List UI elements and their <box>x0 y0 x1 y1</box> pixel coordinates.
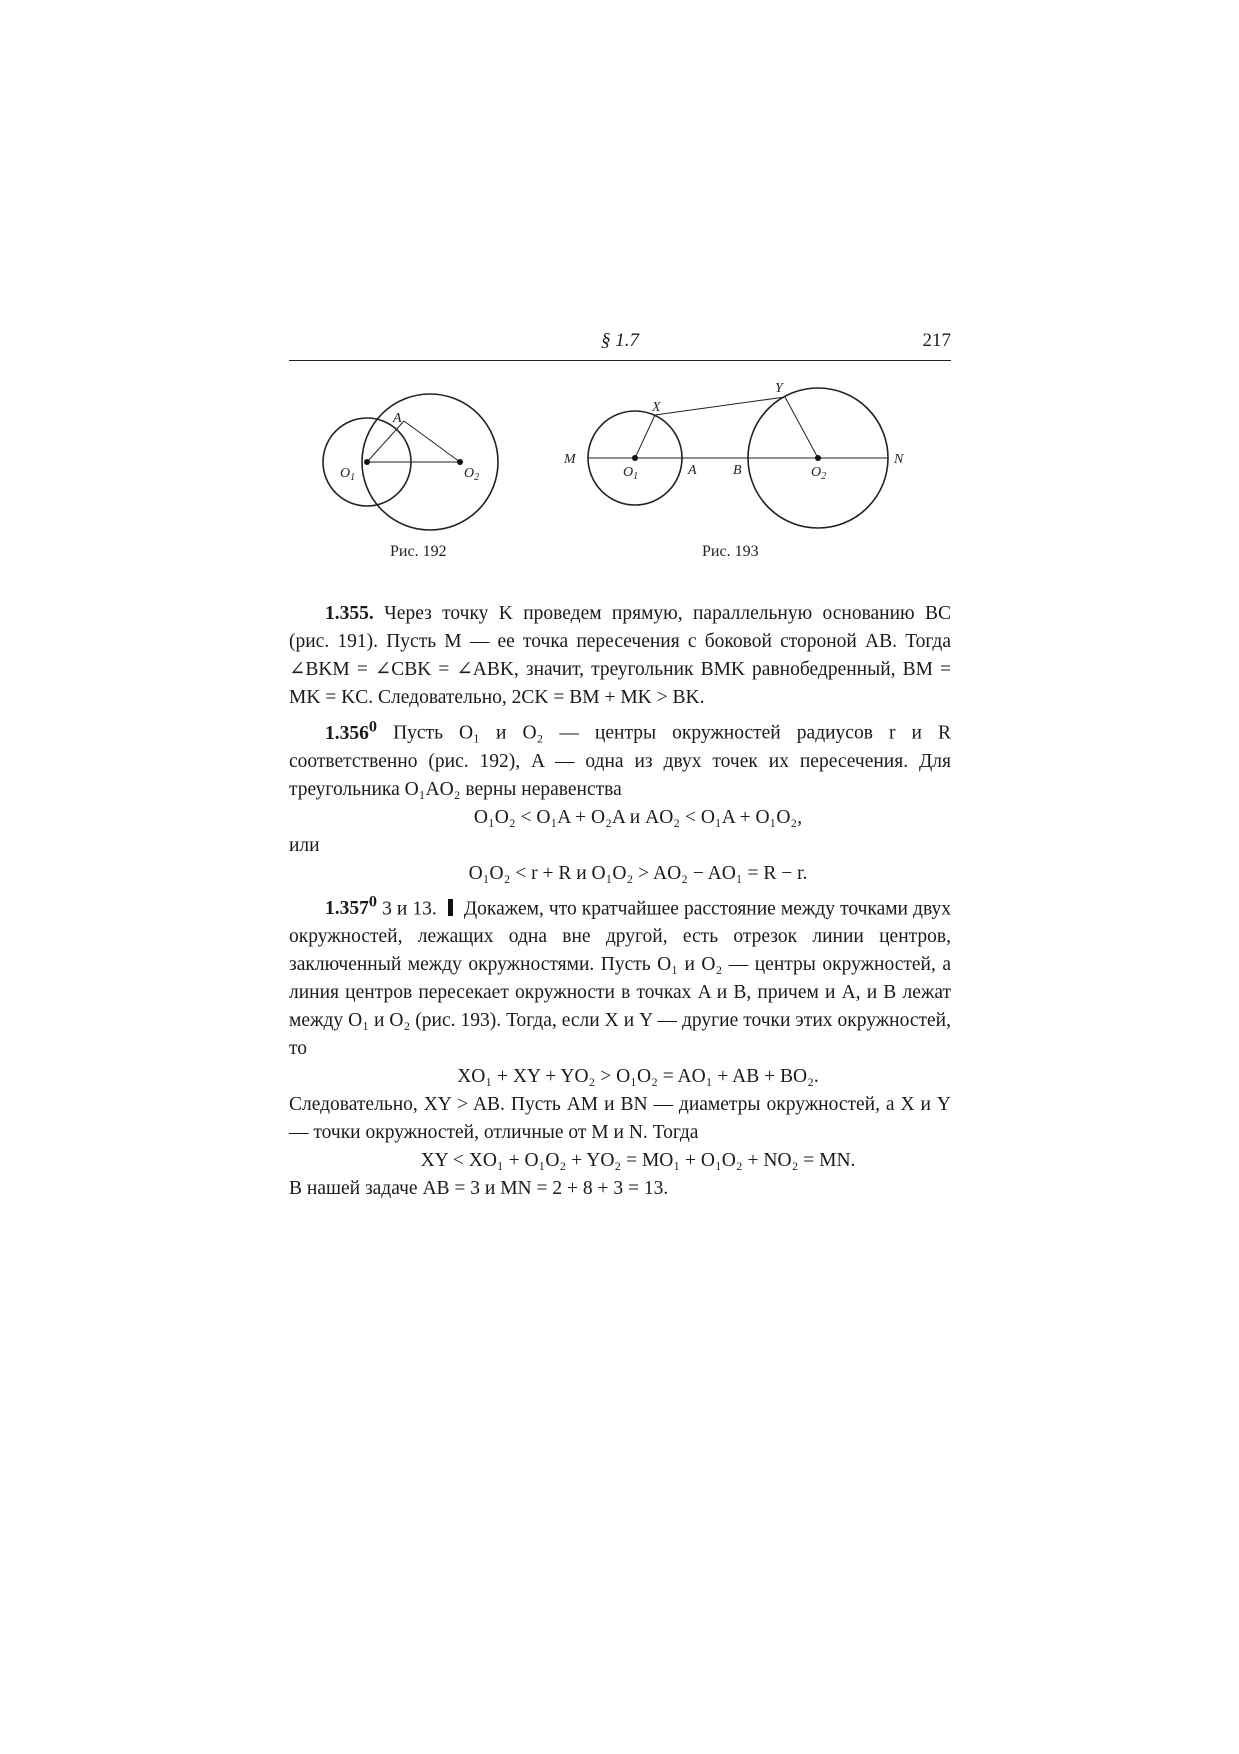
figures <box>300 370 960 570</box>
label-a-193: A <box>688 463 697 478</box>
page-number: 217 <box>922 330 951 351</box>
label-o2-193: $O_2$ <box>811 465 827 482</box>
point-o2 <box>457 459 463 465</box>
problem-1355 <box>289 600 951 712</box>
segment-a-o1 <box>367 421 404 462</box>
label-o1-192: $O_1$ <box>340 466 356 483</box>
label-m: M <box>564 452 576 467</box>
label-x: X <box>652 400 661 415</box>
proof-marker <box>448 899 453 916</box>
problem-text: Докажем, что кратчайшее расстояние между точками двух окружностей, лежащих одна вне другой, есть отрезок линии центров, заключенный между окружностями. Пусть O₁ и O₂ — центры окружностей, а линия центров пересекает окружности в точках A и B, причем и A, и B лежат между O₁ и O₂ (рис. 193). Тогда, если X и Y — другие точки этих окружностей, то <box>289 898 952 1059</box>
segment-x-o1 <box>635 415 655 458</box>
problem-number: 1.355. <box>325 603 374 624</box>
label-o2-192: $O_2$ <box>464 466 480 483</box>
problem-1357 <box>289 888 951 1064</box>
problem-answer: 3 и 13. <box>382 898 437 919</box>
or-word: или <box>289 834 320 856</box>
label-y: Y <box>775 381 783 396</box>
label-o1-193: $O_1$ <box>623 465 639 482</box>
paragraph-3: В нашей задаче AB = 3 и MN = 2 + 8 + 3 = 13. <box>289 1178 669 1199</box>
body-text <box>289 600 951 1203</box>
formula-1: O₁O₂ < O₁A + O₂A и AO₂ < O₁A + O₁O₂, <box>473 806 803 828</box>
figure-192 <box>323 394 498 560</box>
formula-2: O₁O₂ < r + R и O₁O₂ > AO₂ − AO₁ = R − r. <box>468 862 808 884</box>
problem-number: 1.357$^0$ <box>325 892 377 919</box>
problem-1356 <box>289 712 951 804</box>
problem-text: Через точку K проведем прямую, параллельную основанию BC (рис. 191). Пусть M — ее точка пересечения с боковой стороной AB. Тогда ∠BKM = ∠CBK = ∠ABK, значит, треугольник BMK равнобедренный, BM = MK = KC. Следовательно, 2CK = BM + MK > BK. <box>289 603 952 708</box>
formula-4: XY < XO₁ + O₁O₂ + YO₂ = MO₁ + O₁O₂ + NO₂ = MN. <box>420 1150 856 1171</box>
problem-text: Пусть O₁ и O₂ — центры окружностей радиусов r и R соответственно (рис. 192), A — одна из двух точек их пересечения. Для треугольника O₁AO₂ верны неравенства <box>289 722 952 800</box>
figure-193 <box>563 381 904 560</box>
running-header <box>289 330 951 361</box>
problem-number: 1.356$^0$ <box>325 717 377 744</box>
point-o1 <box>364 459 370 465</box>
paragraph-2: Следовательно, XY > AB. Пусть AM и BN — диаметры окружностей, а X и Y — точки окружностей, отличные от M и N. Тогда <box>289 1094 951 1143</box>
segment-y-o2 <box>785 397 818 458</box>
section-title: § 1.7 <box>601 330 639 351</box>
label-n: N <box>894 452 904 467</box>
point-o1-193 <box>632 455 638 461</box>
label-a-192: A <box>393 411 402 426</box>
label-b-193: B <box>733 463 742 478</box>
caption-193: Рис. 193 <box>702 543 759 560</box>
caption-192: Рис. 192 <box>390 543 447 560</box>
segment-a-o2 <box>404 421 460 462</box>
point-o2-193 <box>815 455 821 461</box>
formula-3: XO₁ + XY + YO₂ > O₁O₂ = AO₁ + AB + BO₂. <box>457 1066 819 1087</box>
